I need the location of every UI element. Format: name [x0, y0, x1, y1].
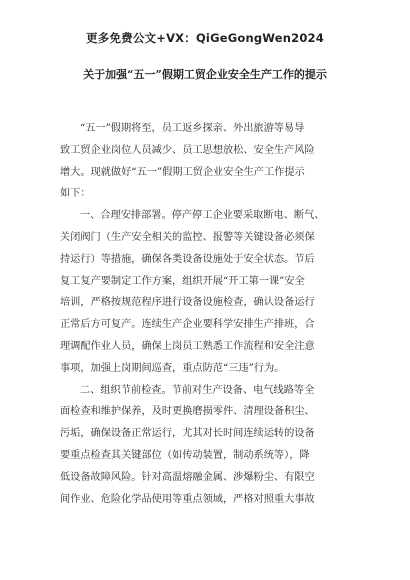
- section-2-heading-line: 二、组织节前检查。节前对生产设备、电气线路等全: [80, 384, 315, 396]
- body-line: 关闭阀门（生产安全相关的监控、报警等关键设备必须保: [60, 231, 315, 243]
- body-line: 增大。现就做好“五一”假期工贸企业安全生产工作提示: [60, 166, 305, 178]
- watermark-text: 更多免费公文+VX：QiGeGongWen2024: [86, 31, 324, 45]
- document-body: [60, 118, 352, 510]
- body-line: 如下：: [60, 188, 91, 200]
- body-line: 培训，严格按规范程序进行设备设施检查，确认设备运行: [60, 297, 315, 309]
- body-line: 致工贸企业岗位人员减少、员工思想放松、安全生产风险: [60, 144, 315, 156]
- body-line: 面检查和维护保养，及时更换磨损零件、清理设备积尘、: [60, 406, 315, 418]
- body-line: 低设备故障风险。针对高温熔融金属、涉爆粉尘、有限空: [60, 471, 315, 483]
- body-line: “五一”假期将至，员工返乡探亲、外出旅游等易导: [80, 123, 305, 134]
- body-line: 持运行）等措施，确保各类设备设施处于安全状态。节后: [60, 253, 315, 265]
- body-line: 间作业、危险化学品使用等重点领域，严格对照重大事故: [60, 493, 315, 505]
- document-title: 关于加强“五一”假期工贸企业安全生产工作的提示: [83, 68, 327, 81]
- body-line: 复工复产要制定工作方案，组织开展“开工第一课”安全: [60, 275, 305, 287]
- body-line: 事项，加强上岗期间巡查，重点防范“三违”行为。: [60, 362, 285, 374]
- body-line: 污垢，确保设备正常运行，尤其对长时间连续运转的设备: [60, 428, 315, 440]
- body-line: 正常后方可复产。连续生产企业要科学安排生产排班，合: [60, 319, 315, 331]
- body-line: 理调配作业人员，确保上岗员工熟悉工作流程和安全注意: [60, 340, 315, 352]
- section-1-heading-line: 一、合理安排部署。停产停工企业要采取断电、断气、: [80, 210, 325, 222]
- body-line: 要重点检查其关键部位（如传动装置，制动系统等），降: [60, 449, 310, 461]
